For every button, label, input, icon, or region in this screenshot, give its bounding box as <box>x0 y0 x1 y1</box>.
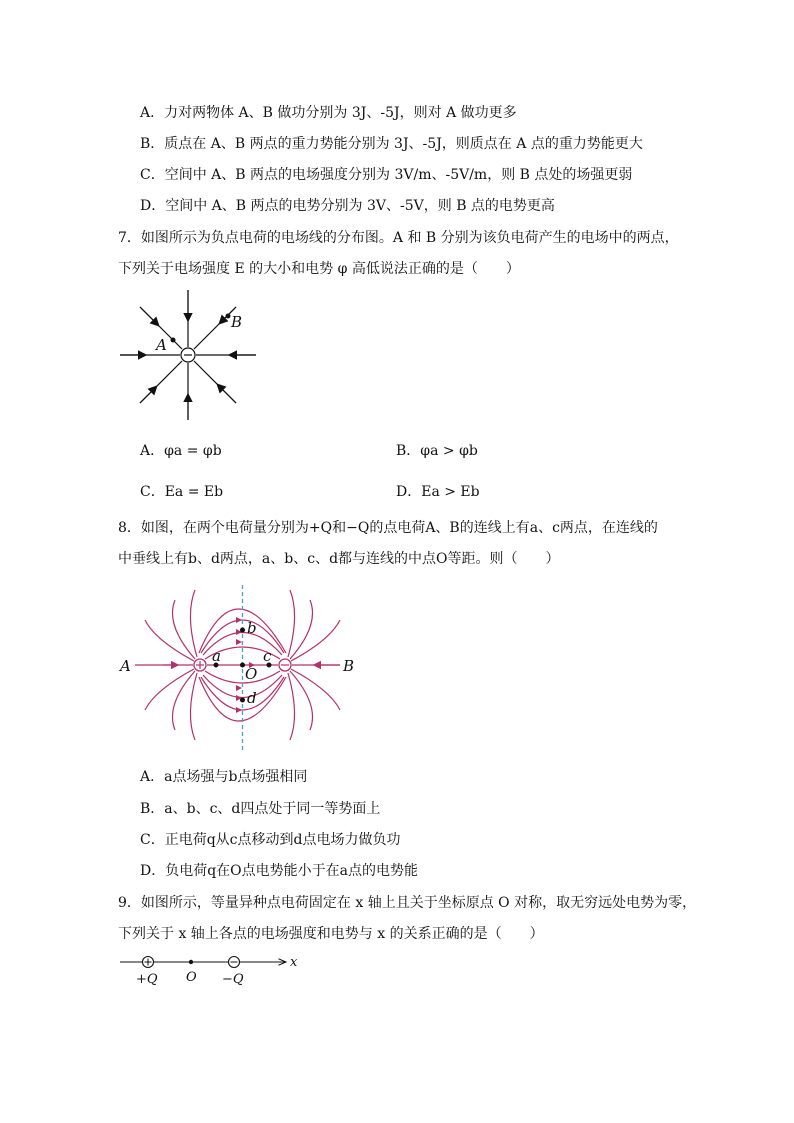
q8-option-a: A．a点场强与b点场强相同 <box>140 769 308 785</box>
q8-stem-line1: 8．如图，在两个电荷量分别为+Q和−Q的点电荷A、B的连线上有a、c两点，在连线的 <box>118 520 658 536</box>
q6-option-c: C．空间中 A、B 两点的电场强度分别为 3V/m、-5V/m，则 B 点处的场强更弱 <box>140 167 633 183</box>
label-minus-q: −Q <box>222 972 244 987</box>
q7-option-d: D．Ea > Eb <box>396 484 480 500</box>
q9-stem-line2: 下列关于 x 轴上各点的电场强度和电势与 x 的关系正确的是（ ） <box>118 926 544 942</box>
label-d: d <box>247 689 257 707</box>
q7-option-c: C．Ea = Eb <box>140 484 224 500</box>
q8-option-b: B．a、b、c、d四点处于同一等势面上 <box>140 801 381 817</box>
q6-option-b: B．质点在 A、B 两点的重力势能分别为 3J、-5J，则质点在 A 点的重力势能更大 <box>140 136 643 152</box>
label-plus-q: +Q <box>136 972 158 987</box>
point-b <box>226 314 231 319</box>
label-x: x <box>290 955 298 970</box>
q7-option-b: B．φa > φb <box>396 443 478 459</box>
q9-axis-diagram <box>118 952 308 990</box>
q7-field-diagram <box>110 285 270 430</box>
label-o: O <box>245 665 258 683</box>
q8-dipole-diagram <box>115 585 365 755</box>
label-a: a <box>212 647 221 665</box>
q8-option-d: D．负电荷q在O点电势能小于在a点的电势能 <box>140 863 419 879</box>
q9-stem-line1: 9．如图所示，等量异种点电荷固定在 x 轴上且关于坐标原点 O 对称，取无穷远处电势为零， <box>118 895 697 911</box>
label-b: B <box>231 313 243 331</box>
label-a: A <box>156 336 167 354</box>
label-A: A <box>120 657 131 675</box>
label-b: b <box>247 619 257 637</box>
q7-option-a: A．φa = φb <box>140 443 222 459</box>
point-a <box>171 338 176 343</box>
label-B: B <box>343 657 355 675</box>
label-o: O <box>186 970 197 985</box>
q6-option-d: D．空间中 A、B 两点的电势分别为 3V、-5V，则 B 点的电势更高 <box>140 198 555 214</box>
q8-option-c: C．正电荷q从c点移动到d点电场力做负功 <box>140 832 401 848</box>
point-d <box>240 698 245 703</box>
q7-stem-line1: 7．如图所示为负点电荷的电场线的分布图。A 和 B 分别为该负电荷产生的电场中的两点， <box>118 230 679 246</box>
q7-stem-line2: 下列关于电场强度 E 的大小和电势 φ 高低说法正确的是（ ） <box>118 261 520 277</box>
q8-stem-line2: 中垂线上有b、d两点，a、b、c、d都与连线的中点O等距。则（ ） <box>118 551 560 567</box>
point-b <box>240 628 245 633</box>
q6-option-a: A．力对两物体 A、B 做功分别为 3J、-5J，则对 A 做功更多 <box>140 105 517 121</box>
origin-point <box>189 960 193 964</box>
field-lines <box>135 590 340 740</box>
label-c: c <box>263 647 272 665</box>
